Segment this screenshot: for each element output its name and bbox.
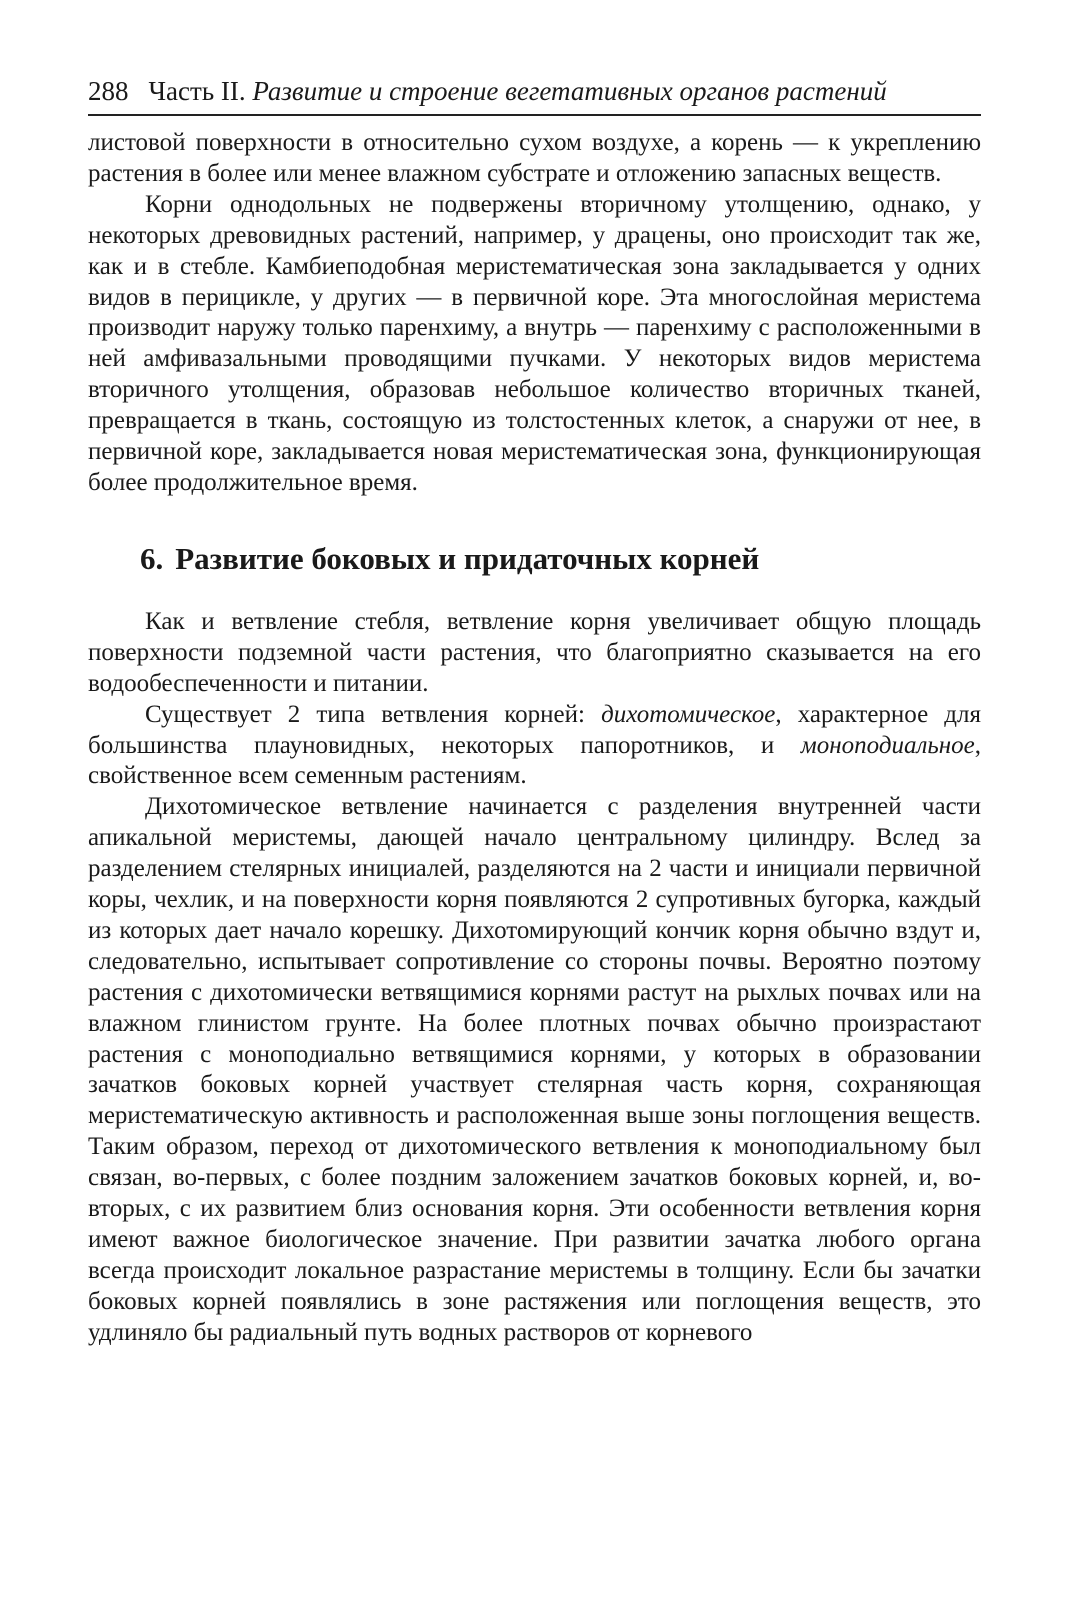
section-heading (140, 541, 981, 577)
paragraph-branching-types (88, 700, 981, 793)
text-run: , характерное для большинства плауновидных, некоторых папоротников, и (88, 700, 981, 759)
part-title: Развитие и строение вегетативных органов растений (252, 76, 887, 106)
section-number: 6. (140, 540, 164, 576)
paragraph-branching-intro: Как и ветвление стебля, ветвление корня увеличивает общую площадь поверхности подземной части растения, что благоприятно сказывается на его водообеспеченности и питании. (88, 607, 981, 697)
page-number: 288 (88, 76, 129, 106)
term-dichotomous: дихотомическое (601, 700, 776, 728)
body-text (88, 128, 981, 1349)
text-run: Существует 2 типа ветвления корней: (145, 700, 602, 728)
paragraph-dichotomous-branching: Дихотомическое ветвление начинается с разделения внутренней части апикальной меристемы, дающей начало центральному цилиндру. Вслед за разделением стелярных инициалей, разделяются на 2 части и инициали первичной коры, чехлик, и на поверхности корня появляются 2 супротивных бугорка, каждый из которых дает начало корешку. Дихотомирующий кончик корня обычно вздут и, следовательно, испытывает сопротивление со стороны почвы. Вероятно поэтому растения с дихотомически ветвящимися корнями растут на рыхлых почвах или на влажном глинистом грунте. На более плотных почвах обычно произрастают растения с моноподиально ветвящимися корнями, у которых в образовании зачатков боковых корней участвует стелярная часть корня, сохраняющая меристематическую активность и расположенная выше зоны поглощения веществ. Таким образом, переход от дихотомического ветвления к моноподиальному был связан, во-первых, с более поздним заложением зачатков боковых корней, и, во-вторых, с их развитием близ основания корня. Эти особенности ветвления корня имеют важное биологическое значение. При развитии зачатка любого органа всегда происходит локальное разрастание меристемы в толщину. Если бы зачатки боковых корней появлялись в зоне растяжения или поглощения веществ, это удлиняло бы радиальный путь водных растворов от корневого (88, 793, 981, 1346)
term-monopodial: моноподиальное (800, 731, 975, 759)
section-title: Развитие боковых и придаточных корней (175, 540, 760, 576)
book-page (88, 74, 981, 1349)
paragraph-monocot-roots: Корни однодольных не подвержены вторичному утолщению, однако, у некоторых древовидных растений, например, у драцены, оно происходит так же, как и в стебле. Камбиеподобная меристематическая зона закладывается у одних видов в перицикле, у других — в первичной коре. Эта многослойная меристема производит наружу только паренхиму, а внутрь — паренхиму с расположенными в ней амфивазальными проводящими пучками. У некоторых видов меристема вторичного утолщения, образовав небольшое количество вторичных тканей, превращается в ткань, состоящую из толстостенных клеток, а снаружи от нее, в первичной коре, закладывается новая меристематическая зона, функционирующая более продолжительное время. (88, 190, 981, 496)
paragraph-continued: листовой поверхности в относительно сухом воздухе, а корень — к укреплению растения в более или менее влажном субстрате и отложению запасных веществ. (88, 129, 981, 187)
running-header (88, 74, 981, 116)
part-label: Часть II. (148, 76, 246, 106)
text-run: , свойственное всем семенным растениям. (88, 731, 981, 790)
